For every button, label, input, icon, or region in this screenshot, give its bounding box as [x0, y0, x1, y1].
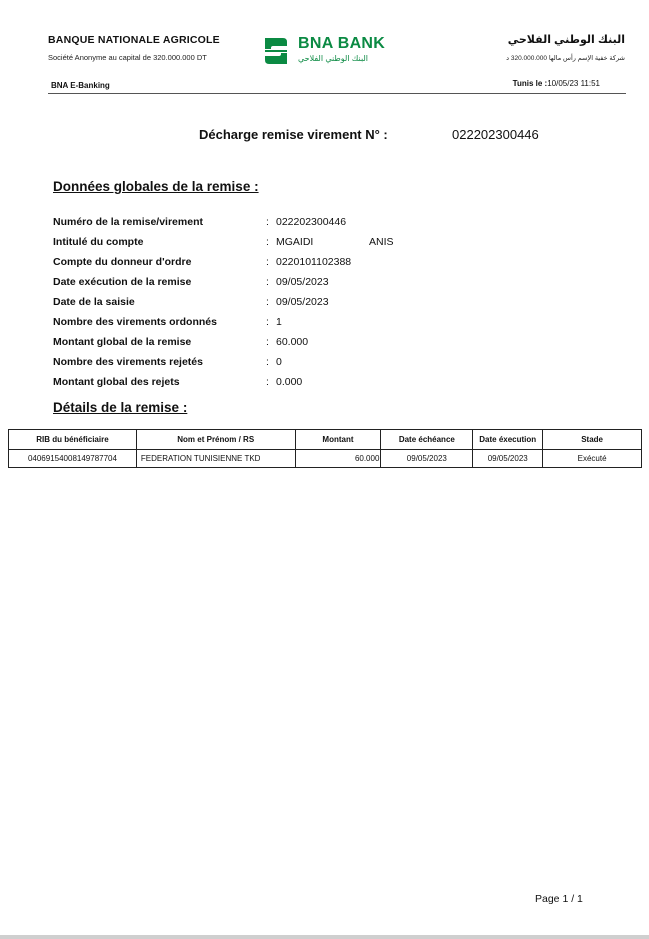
table-row [9, 450, 642, 468]
date-value: 10/05/23 11:51 [547, 79, 600, 88]
cell-execution-date: 09/05/2023 [473, 450, 543, 468]
logo-subtext-ar: البنك الوطني الفلاحي [298, 54, 369, 63]
field-label-entry-date: Date de la saisie [53, 296, 135, 308]
page-number: Page 1 / 1 [535, 893, 583, 905]
cell-status: Exécuté [543, 450, 642, 468]
document-number: 022202300446 [452, 127, 539, 142]
service-name: BNA E-Banking [51, 81, 110, 90]
field-separator: : [266, 236, 269, 248]
cell-due-date: 09/05/2023 [381, 450, 473, 468]
details-table [8, 429, 642, 468]
field-label-remise-number: Numéro de la remise/virement [53, 216, 203, 228]
document-title: Décharge remise virement N° : [199, 127, 388, 142]
column-header-rib: RIB du bénéficiaire [9, 430, 137, 450]
field-separator: : [266, 316, 269, 328]
field-separator: : [266, 256, 269, 268]
details-section-title: Détails de la remise : [53, 400, 188, 415]
field-label-total-amount: Montant global de la remise [53, 336, 192, 348]
field-value-remise-number: 022202300446 [276, 216, 347, 228]
column-header-due-date: Date échéance [381, 430, 473, 450]
column-header-execution-date: Date éxecution [473, 430, 543, 450]
global-section-title: Données globales de la remise : [53, 179, 259, 194]
field-separator: : [266, 276, 269, 288]
field-value-total-amount: 60.000 [276, 336, 309, 348]
field-value-entry-date: 09/05/2023 [276, 296, 329, 308]
date-label: Tunis le : [512, 79, 548, 88]
field-label-transfers-rejected: Nombre des virements rejetés [53, 356, 203, 368]
field-value-ordering-account: 0220101102388 [276, 256, 352, 268]
bank-name-fr: BANQUE NATIONALE AGRICOLE [48, 34, 220, 46]
header-divider [48, 93, 626, 94]
field-label-account-title: Intitulé du compte [53, 236, 144, 248]
field-label-ordering-account: Compte du donneur d'ordre [53, 256, 192, 268]
column-header-status: Stade [543, 430, 642, 450]
field-value-rejected-amount: 0.000 [276, 376, 303, 388]
column-header-name: Nom et Prénom / RS [136, 430, 295, 450]
field-separator: : [266, 376, 269, 388]
field-value-execution-date: 09/05/2023 [276, 276, 329, 288]
field-value-transfers-ordered: 1 [276, 316, 282, 328]
cell-rib: 04069154008149787704 [9, 450, 137, 468]
table-header-row [9, 430, 642, 450]
field-label-execution-date: Date exécution de la remise [53, 276, 192, 288]
cell-amount: 60.000 [295, 450, 381, 468]
capital-fr: Société Anonyme au capital de 320.000.000 DT [48, 53, 207, 62]
field-separator: : [266, 216, 269, 228]
field-separator: : [266, 356, 269, 368]
footer-divider [0, 935, 649, 939]
cell-name: FEDERATION TUNISIENNE TKD [136, 450, 295, 468]
field-label-rejected-amount: Montant global des rejets [53, 376, 180, 388]
capital-ar: شركة خفية الإسم رأس مالها 320.000.000 د [506, 55, 625, 62]
document-date [513, 79, 600, 88]
field-value-account-firstname: ANIS [369, 236, 394, 248]
field-label-transfers-ordered: Nombre des virements ordonnés [53, 316, 217, 328]
field-separator: : [266, 296, 269, 308]
field-separator: : [266, 336, 269, 348]
field-value-account-title: MGAIDI [276, 236, 314, 248]
field-value-transfers-rejected: 0 [276, 356, 282, 368]
bank-name-ar: البنك الوطني الفلاحي [507, 34, 625, 46]
logo-text: BNA BANK [298, 35, 386, 52]
column-header-amount: Montant [295, 430, 381, 450]
bna-logo-icon [261, 36, 291, 66]
